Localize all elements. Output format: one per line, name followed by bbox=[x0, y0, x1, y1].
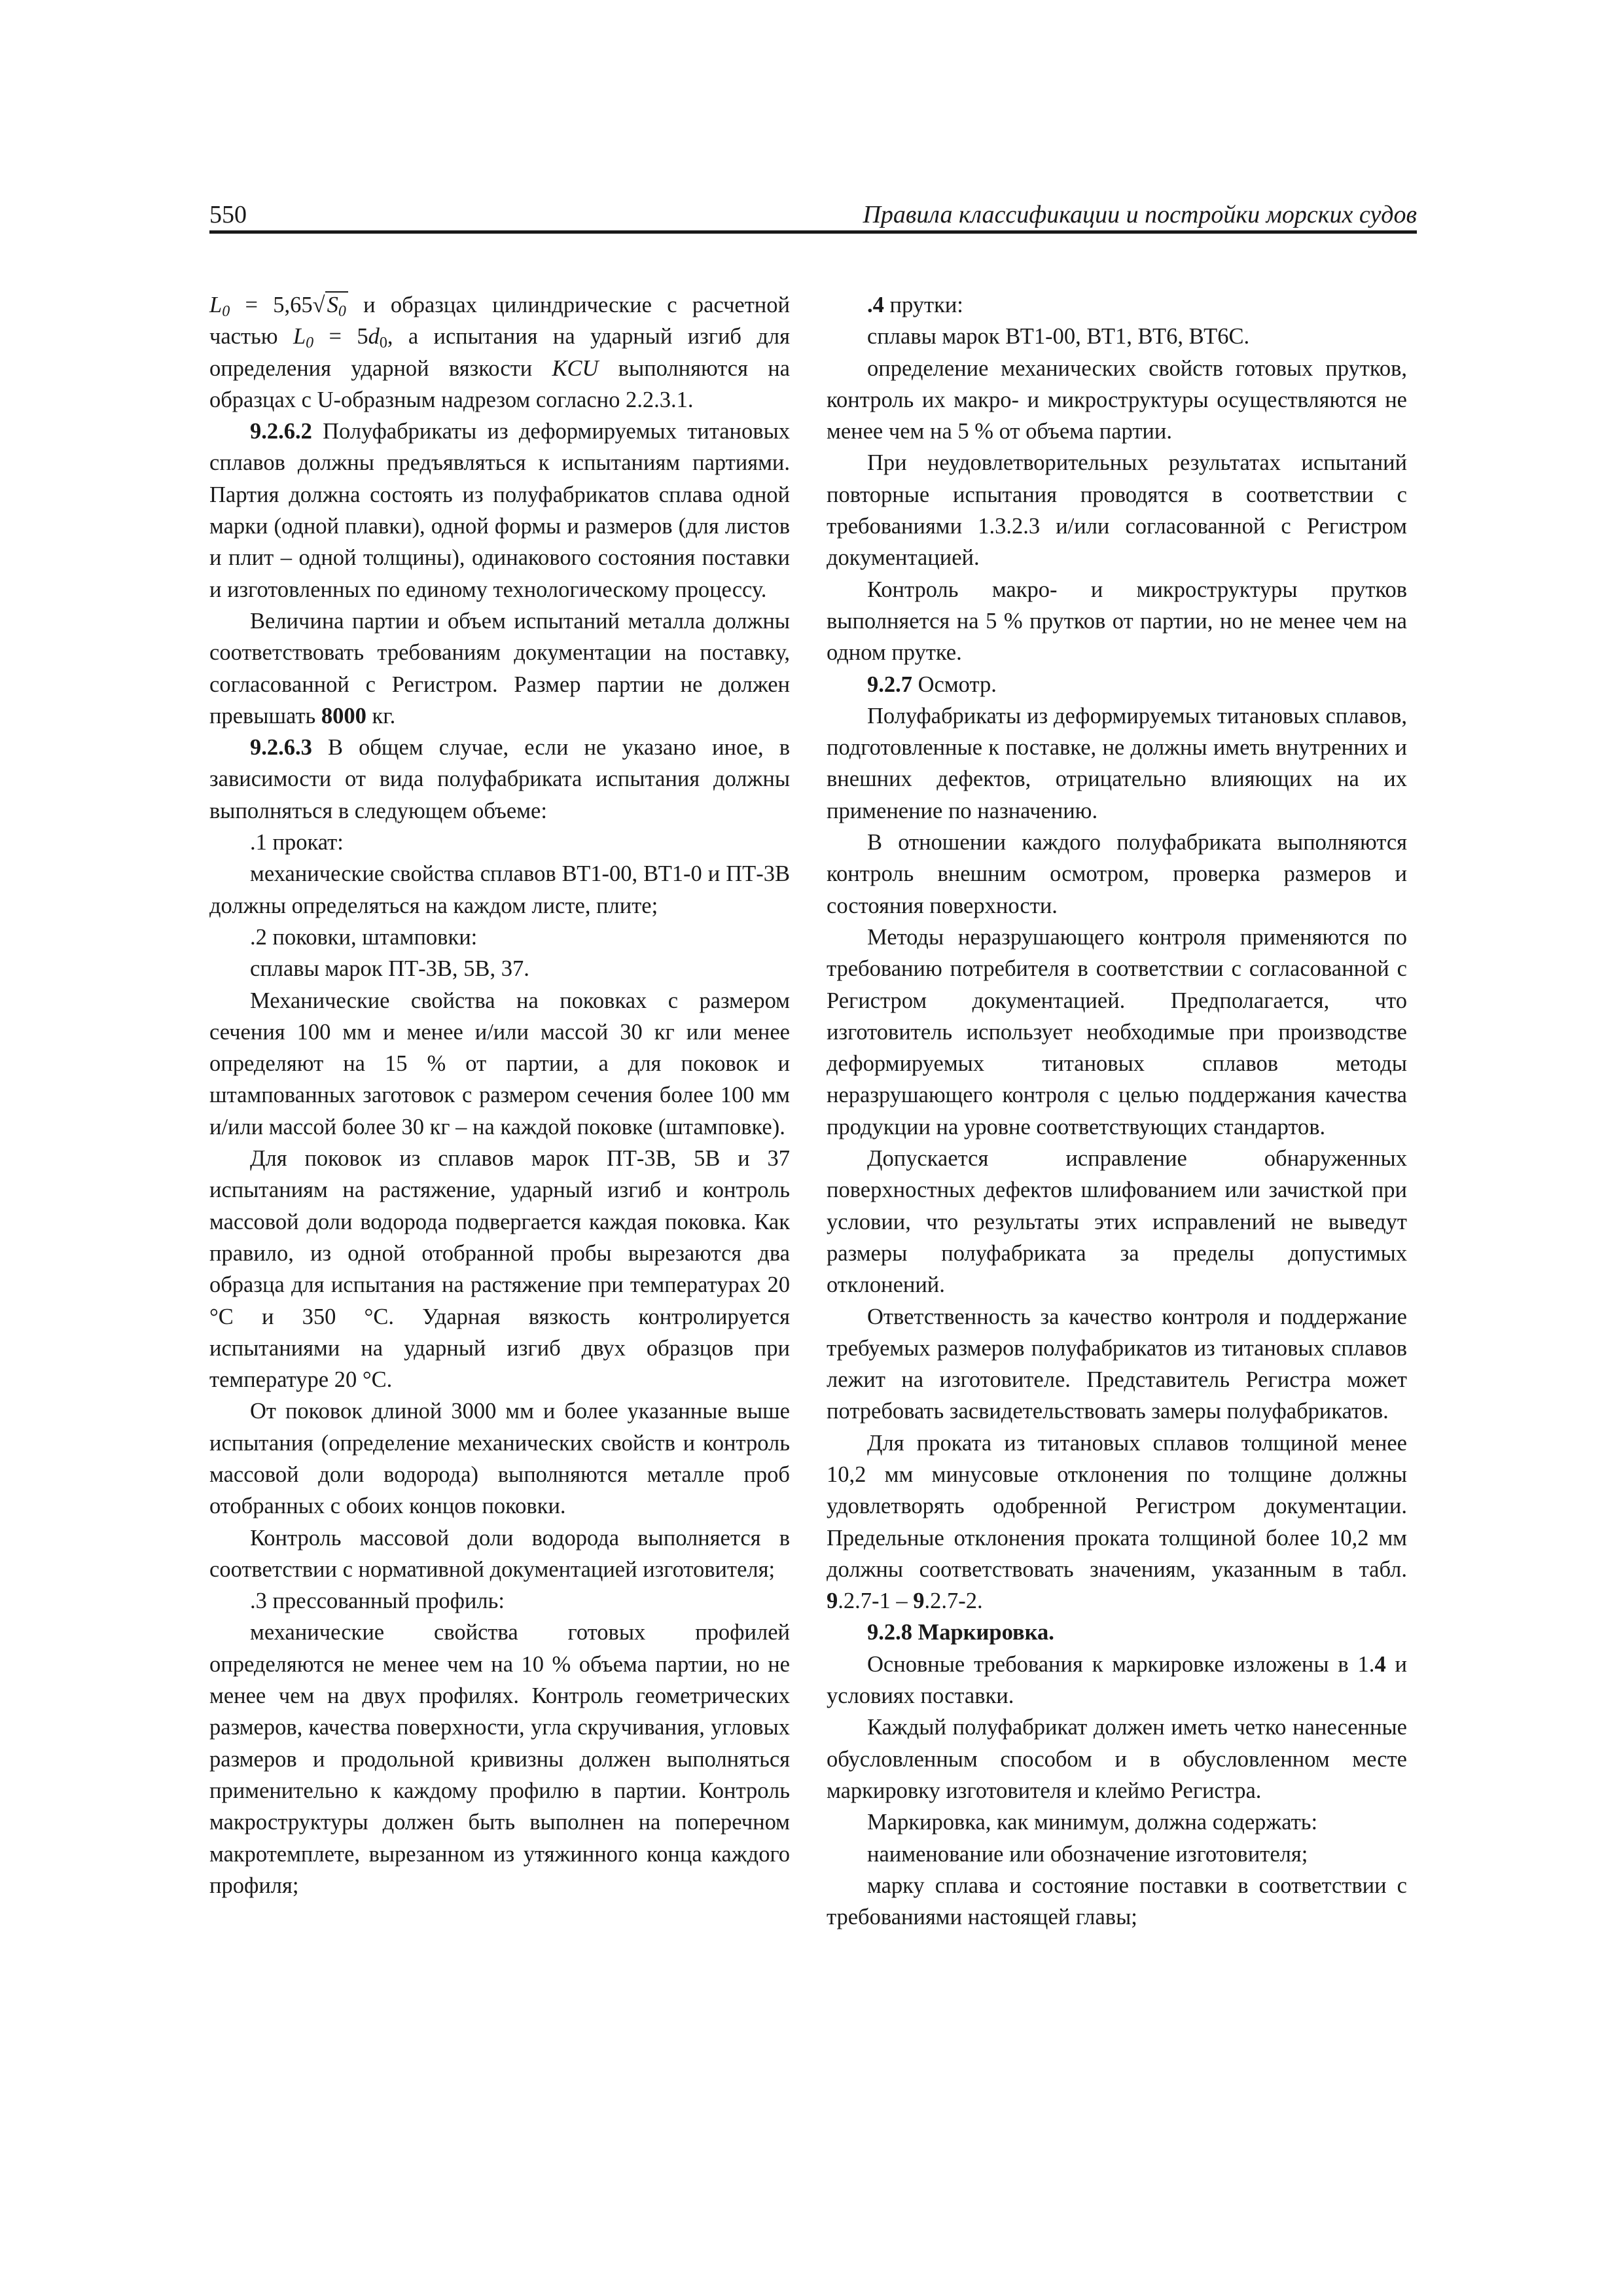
section-title: Маркировка. bbox=[912, 1620, 1054, 1645]
paragraph-9-2-6-2 bbox=[209, 416, 790, 605]
section-title: Осмотр. bbox=[912, 672, 997, 697]
paragraph-defects: Полуфабрикаты из деформируемых титановых сплавов, подготовленные к поставке, не должны иметь внутренних и внешних дефектов, отрицательно влияющих на их применение по назначению. bbox=[827, 703, 1407, 823]
running-title: Правила классификации и постройки морских судов bbox=[863, 201, 1417, 228]
table-ref: 9 bbox=[827, 1588, 838, 1614]
paragraph-9-2-6-3 bbox=[209, 732, 790, 827]
right-column bbox=[827, 289, 1407, 1933]
paragraph-tolerances bbox=[827, 1427, 1407, 1617]
paragraph-text: Основные требования к маркировке изложены в 1. bbox=[867, 1651, 1375, 1677]
paragraph-forging-alloys: сплавы марок ПТ-3В, 5В, 37. bbox=[250, 956, 529, 982]
paragraph-forging-props: Механические свойства на поковках с размером сечения 100 мм и менее и/или массой 30 кг или менее определяют на 15 % от партии, а для поковок и штампованных заготовок с размером сечения более 100 мм и/или массой более 30 кг – на каждой поковке (штамповке). bbox=[209, 988, 790, 1139]
page-header bbox=[209, 196, 1417, 232]
item-forgings: .2 поковки, штамповки: bbox=[250, 924, 478, 950]
paragraph-marking-min: Маркировка, как минимум, должна содержать: bbox=[867, 1810, 1318, 1835]
paragraph-text: прутки: bbox=[883, 293, 963, 317]
kcu-symbol: KCU bbox=[552, 355, 599, 381]
page-number: 550 bbox=[209, 201, 247, 228]
header-rule bbox=[209, 230, 1417, 234]
formula-s0: $S_0$ bbox=[325, 291, 348, 317]
paragraph-marking-maker: наименование или обозначение изготовителя; bbox=[867, 1841, 1308, 1867]
paragraph-text: кг. bbox=[366, 703, 396, 728]
item-rolled: .1 прокат: bbox=[250, 830, 344, 855]
heading-9-2-8 bbox=[827, 1617, 1407, 1648]
paragraph-marking-basic bbox=[827, 1649, 1407, 1712]
paragraph-text: , а испытания на ударный изгиб для определения ударной вязкости bbox=[209, 324, 790, 381]
sqrt-icon: √ bbox=[312, 293, 325, 317]
paragraph-forging-tests: Для поковок из сплавов марок ПТ-3В, 5В и 37 испытаниям на растяжение, ударный изгиб и контроль массовой доли водорода подвергается каждая поковка. Как правило, из одной отобранной пробы вырезаются два образца для испытания на растяжение при температурах 20 °С и 350 °С. Ударная вязкость контролируется испытаниями на ударный изгиб двух образцов при температуре 20 °С. bbox=[209, 1146, 790, 1393]
heading-9-2-7 bbox=[827, 669, 1407, 700]
lot-limit: 8000 bbox=[321, 703, 366, 728]
paragraph-responsibility: Ответственность за качество контроля и поддержание требуемых размеров полуфабрикатов из титановых сплавов лежит на изготовителе. Представитель Регистра может потребовать засвидетельствовать замеры полуфабрикатов. bbox=[827, 1304, 1407, 1424]
paragraph-retests: При неудовлетворительных результатах испытаний повторные испытания проводятся в соответствии с требованиями 1.3.2.3 и/или согласованной с Регистром документацией. bbox=[827, 450, 1407, 571]
paragraph-text: и условиях поставки. bbox=[827, 1651, 1407, 1709]
section-ref: 4 bbox=[1374, 1651, 1386, 1677]
paragraph-extruded-props: механические свойства готовых профилей определяются не менее чем на 10 % объема партии, но не менее чем на двух профилях. Контроль геометрических размеров, качества поверхности, угла скручивания, угловых размеров и продольной кривизны должен выполняться применительно к каждому профилю в партии. Контроль макроструктуры должен быть выполнен на поперечном макротемплете, вырезанном из утяжинного конца каждого профиля; bbox=[209, 1620, 790, 1898]
paragraph-text: Для проката из титановых сплавов толщиной менее 10,2 мм минусовые отклонения по толщине должны удовлетворять одобренной Регистром документации. Предельные отклонения проката толщиной более 10,2 мм должны соответствовать значениям, указанным в табл. bbox=[827, 1430, 1407, 1582]
paragraph-text: .2.7-1 – bbox=[838, 1588, 914, 1614]
paragraph-hydrogen: Контроль массовой доли водорода выполняется в соответствии с нормативной документацией изготовителя; bbox=[209, 1525, 790, 1582]
paragraph-text: В общем случае, если не указано иное, в зависимости от вида полуфабриката испытания должны выполняться в следующем объеме: bbox=[209, 735, 790, 823]
paragraph-repair: Допускается исправление обнаруженных поверхностных дефектов шлифованием или зачисткой при условии, что результаты этих исправлений не выведут размеры полуфабриката за пределы допустимых отклонений. bbox=[827, 1146, 1407, 1298]
paragraph-marking-grade: марку сплава и состояние поставки в соответствии с требованиями настоящей главы; bbox=[827, 1873, 1407, 1930]
paragraph-visual-inspection: В отношении каждого полуфабриката выполняются контроль внешним осмотром, проверка размеров и состояния поверхности. bbox=[827, 830, 1407, 918]
formula-l0: $L_0$ bbox=[209, 293, 230, 320]
paragraph-bar-props: определение механических свойств готовых прутков, контроль их макро- и микроструктуры осуществляются не менее чем на 5 % от объема партии. bbox=[827, 355, 1407, 444]
paragraph-long-forgings: От поковок длиной 3000 мм и более указанные выше испытания (определение механических свойств и контроль массовой доли водорода) выполняются металле проб отобранных с обоих концов поковки. bbox=[209, 1399, 790, 1519]
section-number: 9.2.6.2 bbox=[250, 419, 312, 444]
item-bars bbox=[827, 289, 1407, 321]
paragraph-ndt: Методы неразрушающего контроля применяются по требованию потребителя в соответствии с согласованной с Регистром документацией. Предполагается, что изготовитель использует необходимые при производстве деформируемых титановых сплавов методы неразрушающего контроля с целью поддержания качества продукции на уровне соответствующих стандартов. bbox=[827, 924, 1407, 1139]
paragraph-bar-alloys: сплавы марок ВТ1-00, ВТ1, ВТ6, ВТ6С. bbox=[867, 324, 1250, 350]
paragraph-lot-size bbox=[209, 605, 790, 732]
paragraph-text: выполняются на образцах с U-образным надрезом согласно 2.2.3.1. bbox=[209, 355, 790, 412]
formula-coefficient: 5,65 bbox=[273, 293, 313, 317]
item-number: .4 bbox=[867, 293, 884, 317]
paragraph-text: Величина партии и объем испытаний металла должны соответствовать требованиям документации на поставку, согласованной с Регистром. Размер партии не должен превышать bbox=[209, 608, 790, 728]
paragraph-text: и образцах цилиндрические с расчетной частью bbox=[209, 293, 790, 350]
paragraph-text: .2.7-2. bbox=[924, 1588, 983, 1614]
table-ref: 9 bbox=[913, 1588, 925, 1614]
section-number: 9.2.8 bbox=[867, 1620, 912, 1645]
section-number: 9.2.7 bbox=[867, 672, 912, 697]
item-extruded: .3 прессованный профиль: bbox=[250, 1588, 505, 1614]
section-number: 9.2.6.3 bbox=[250, 735, 312, 761]
paragraph-formula: $L_0 = 5,65√S_0$ и образцах цилиндрические с расчетной частью $L_0 = 5d_0$, а испытания на ударный изгиб для определения ударной вязкости KCU выполняются на образцах с U-образным надрезом согласно 2.2.3.1. bbox=[209, 293, 790, 412]
paragraph-rolled-props: механические свойства сплавов ВТ1-00, ВТ1-0 и ПТ-3В должны определяться на каждом листе, плите; bbox=[209, 861, 790, 918]
paragraph-text: Полуфабрикаты из деформируемых титановых сплавов должны предъявляться к испытаниям партиями. Партия должна состоять из полуфабрикатов сплава одной марки (одной плавки), одной формы и размеров (для листов и плит – одной толщины), одинакового состояния поставки и изготовленных по единому технологическому процессу. bbox=[209, 419, 790, 602]
left-column bbox=[209, 289, 790, 1901]
formula-l0-2: $L_0$ bbox=[293, 324, 314, 352]
paragraph-marking-each: Каждый полуфабрикат должен иметь четко нанесенные обусловленным способом и в обусловленном месте маркировку изготовителя и клеймо Регистра. bbox=[827, 1715, 1407, 1803]
paragraph-bar-structure: Контроль макро- и микроструктуры прутков выполняется на 5 % прутков от партии, но не менее чем на одном прутке. bbox=[827, 577, 1407, 666]
